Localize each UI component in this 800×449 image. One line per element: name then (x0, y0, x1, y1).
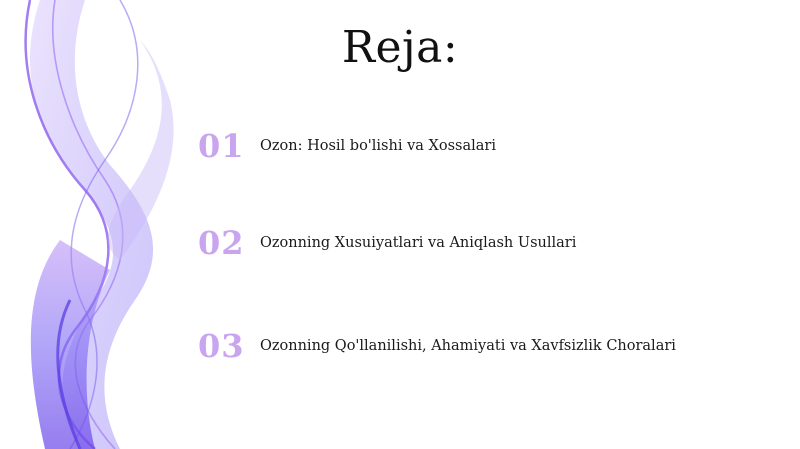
agenda-item-number: 03 (198, 327, 245, 365)
agenda-item (198, 223, 576, 263)
agenda-item (198, 126, 496, 166)
agenda-item-text: Ozonning Qo'llanilishi, Ahamiyati va Xavfsizlik Choralari (260, 338, 676, 354)
agenda-item-text: Ozon: Hosil bo'lishi va Xossalari (260, 138, 496, 154)
agenda-item-text: Ozonning Xusuiyatlari va Aniqlash Usullari (260, 235, 577, 251)
slide-title: Reja: (341, 22, 459, 73)
agenda-item (198, 326, 676, 366)
agenda-item-number: 02 (198, 224, 245, 262)
agenda-item-number: 01 (198, 127, 245, 165)
smoke-wave-decoration (0, 0, 200, 449)
